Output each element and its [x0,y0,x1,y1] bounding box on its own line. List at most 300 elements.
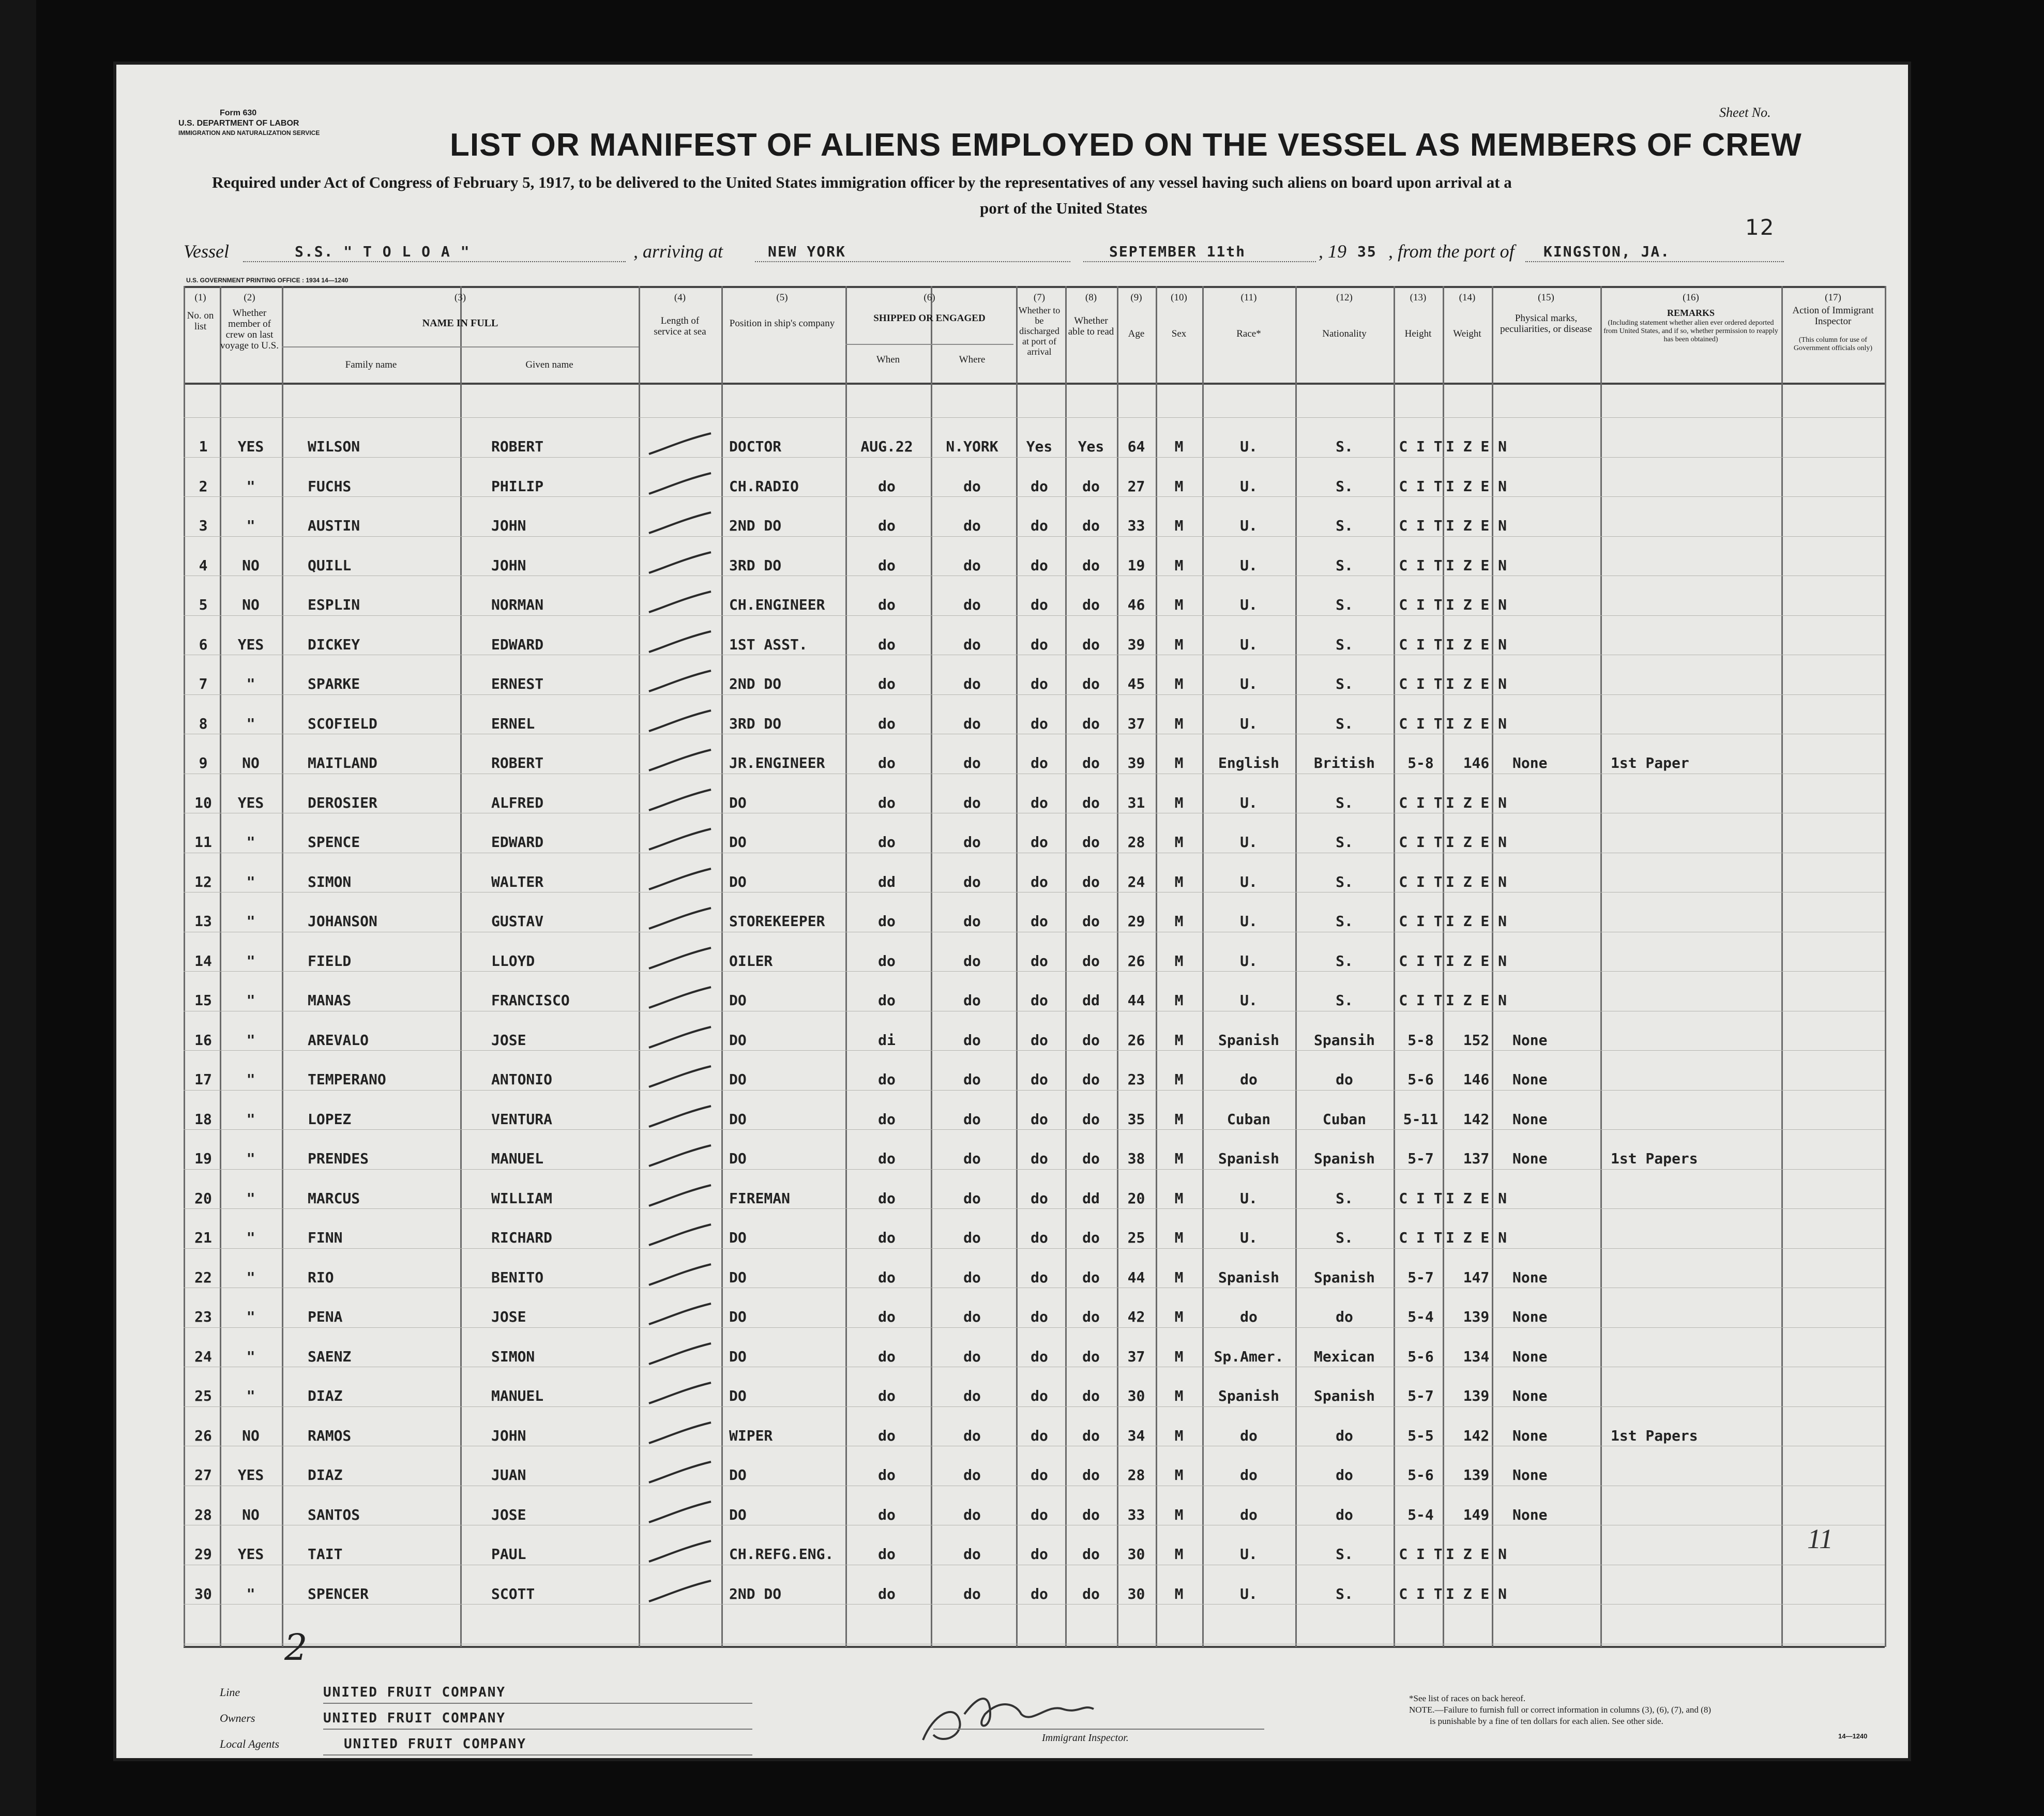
cell-family: SAENZ [308,1348,352,1365]
cell-family: WILSON [308,438,360,455]
line-label: Line [220,1686,240,1699]
cell-family: MANAS [308,992,352,1009]
cell-nat: British [1313,754,1375,771]
col11-label: Race* [1236,328,1261,339]
cell-nat: S. [1336,794,1353,811]
cell-pos: DO [729,834,747,851]
cell-family: RIO [308,1268,334,1286]
cell-pos: DO [729,1071,747,1088]
cell-family: DIAZ [308,1387,343,1404]
cell-when: do [878,834,896,851]
cell-disch: do [1031,992,1048,1009]
cell-sex: M [1174,1546,1184,1563]
cell-no: 3 [199,517,208,534]
cell-no: 26 [194,1427,212,1444]
cell-race: do [1240,1427,1258,1444]
cell-sex: M [1174,556,1184,574]
cell-weight: I Z E N [1445,1189,1507,1207]
cell-when: do [878,1268,896,1286]
cell-read: do [1082,834,1100,851]
service-check-mark [639,667,716,698]
cell-weight: I Z E N [1445,1546,1507,1563]
cell-pos: DO [729,1308,747,1325]
cell-nat: S. [1336,952,1353,970]
cell-disch: do [1031,1427,1048,1444]
cell-when: do [878,635,896,653]
cell-sex: M [1174,1585,1184,1602]
cell-last: " [246,1308,255,1325]
cell-where: do [963,1229,981,1246]
cell-height: C I T [1399,675,1443,692]
cell-height: C I T [1399,1189,1443,1207]
footnote-races: *See list of races on back hereof. [1409,1693,1526,1703]
cell-where: do [963,1506,981,1523]
col12-num: (12) [1336,292,1353,303]
service-check-mark [639,1537,716,1568]
cell-no: 29 [194,1546,212,1563]
cell-disch: do [1031,556,1048,574]
cell-family: SPARKE [308,675,360,692]
cell-family: MARCUS [308,1189,360,1207]
cell-last: NO [242,1427,260,1444]
cell-age: 25 [1127,1229,1145,1246]
cell-nat: do [1336,1427,1353,1444]
cell-given: ANTONIO [491,1071,553,1088]
cell-family: SIMON [308,873,352,890]
cell-weight: I Z E N [1445,635,1507,653]
cell-given: JOSE [491,1308,526,1325]
cell-height: C I T [1399,596,1443,613]
cell-pos: DO [729,992,747,1009]
cell-no: 28 [194,1506,212,1523]
cell-marks: None [1512,1268,1548,1286]
cell-read: Yes [1078,438,1104,455]
cell-height: C I T [1399,635,1443,653]
cell-family: SPENCER [308,1585,369,1602]
cell-weight: I Z E N [1445,1229,1507,1246]
cell-disch: do [1031,873,1048,890]
cell-no: 24 [194,1348,212,1365]
cell-nat: Spansih [1313,1031,1375,1049]
col17-num: (17) [1825,292,1841,303]
cell-given: NORMAN [491,596,544,613]
cell-given: JOHN [491,517,526,534]
cell-nat: S. [1336,913,1353,930]
service-name: IMMIGRATION AND NATURALIZATION SERVICE [178,129,320,137]
cell-weight: I Z E N [1445,913,1507,930]
table-header-border [184,383,1885,385]
cell-sex: M [1174,794,1184,811]
col2-label: Whether member of crew on last voyage to U.S. [220,308,279,351]
cell-weight: I Z E N [1445,992,1507,1009]
cell-where: do [963,952,981,970]
cell-family: SANTOS [308,1506,360,1523]
cell-height: C I T [1399,517,1443,534]
cell-height: 5-7 [1407,1150,1434,1167]
cell-age: 64 [1127,438,1145,455]
cell-when: do [878,517,896,534]
cell-disch: do [1031,635,1048,653]
cell-given: ERNEST [491,675,544,692]
cell-last: NO [242,556,260,574]
cell-height: C I T [1399,992,1443,1009]
cell-last: " [246,1229,255,1246]
cell-pos: DO [729,1110,747,1128]
cell-sex: M [1174,1189,1184,1207]
cell-age: 37 [1127,715,1145,732]
vessel-name: S.S. " T O L O A " [295,243,471,260]
left-binding-edge [0,0,36,1816]
cell-family: PRENDES [308,1150,369,1167]
cell-weight: 139 [1463,1308,1490,1325]
cell-race: U. [1240,675,1258,692]
cell-no: 13 [194,913,212,930]
table-column-divider [931,286,932,1647]
inspector-label: Immigrant Inspector. [1042,1732,1129,1744]
table-column-divider [1600,286,1602,1647]
cell-height: C I T [1399,477,1443,495]
cell-nat: S. [1336,1585,1353,1602]
cell-height: 5-6 [1407,1348,1434,1365]
cell-last: " [246,834,255,851]
cell-read: do [1082,1348,1100,1365]
col1-label: No. on list [187,310,214,332]
cell-weight: 152 [1463,1031,1490,1049]
service-check-mark [639,1418,716,1449]
service-check-mark [639,1577,716,1608]
cell-when: do [878,1506,896,1523]
cell-where: do [963,1348,981,1365]
cell-weight: 146 [1463,1071,1490,1088]
manifest-page [116,65,1908,1758]
cell-no: 10 [194,794,212,811]
cell-read: do [1082,477,1100,495]
cell-no: 1 [199,438,208,455]
cell-marks: None [1512,1387,1548,1404]
service-check-mark [639,587,716,618]
service-check-mark [639,508,716,539]
cell-nat: Cuban [1322,1110,1367,1128]
col15-label: Physical marks, peculiarities, or disease [1500,313,1592,335]
service-check-mark [639,983,716,1014]
table-column-divider [1016,286,1018,1647]
cell-age: 31 [1127,794,1145,811]
cell-family: DEROSIER [308,794,377,811]
service-check-mark [639,1141,716,1172]
cell-given: ROBERT [491,754,544,771]
cell-weight: 139 [1463,1466,1490,1484]
cell-family: LOPEZ [308,1110,352,1128]
cell-nat: S. [1336,517,1353,534]
col15-num: (15) [1538,292,1554,303]
cell-age: 28 [1127,834,1145,851]
cell-when: do [878,1387,896,1404]
cell-sex: M [1174,1268,1184,1286]
cell-sex: M [1174,517,1184,534]
cell-height: C I T [1399,834,1443,851]
cell-disch: do [1031,1348,1048,1365]
table-column-divider [1202,286,1204,1647]
col12-label: Nationality [1322,328,1367,339]
cell-age: 39 [1127,635,1145,653]
cell-where: do [963,715,981,732]
cell-read: do [1082,556,1100,574]
cell-pos: 2ND DO [729,675,782,692]
cell-nat: S. [1336,992,1353,1009]
cell-nat: S. [1336,596,1353,613]
col6-when-label: When [876,354,900,365]
cell-disch: do [1031,596,1048,613]
cell-weight: 142 [1463,1110,1490,1128]
cell-given: FRANCISCO [491,992,570,1009]
cell-height: C I T [1399,438,1443,455]
service-check-mark [639,548,716,579]
cell-read: do [1082,1031,1100,1049]
cell-race: Sp.Amer. [1214,1348,1284,1365]
service-check-mark [639,1260,716,1291]
table-column-divider [282,286,283,1647]
cell-disch: do [1031,715,1048,732]
cell-no: 19 [194,1150,212,1167]
cell-age: 23 [1127,1071,1145,1088]
cell-sex: M [1174,1387,1184,1404]
cell-height: C I T [1399,1229,1443,1246]
cell-where: do [963,1308,981,1325]
agents-value: UNITED FRUIT COMPANY [344,1736,527,1752]
cell-last: " [246,873,255,890]
cell-family: TAIT [308,1546,343,1563]
cell-nat: S. [1336,556,1353,574]
cell-when: do [878,1110,896,1128]
cell-marks: None [1512,1110,1548,1128]
cell-when: do [878,675,896,692]
cell-disch: do [1031,1110,1048,1128]
cell-race: Cuban [1227,1110,1271,1128]
col4-label: Length of service at sea [654,315,706,337]
cell-read: do [1082,1308,1100,1325]
cell-when: do [878,1427,896,1444]
cell-family: QUILL [308,556,352,574]
arrival-date: SEPTEMBER 11th [1109,243,1246,260]
cell-age: 46 [1127,596,1145,613]
cell-read: do [1082,1229,1100,1246]
cell-read: do [1082,754,1100,771]
table-top-border [184,286,1885,288]
cell-height: C I T [1399,952,1443,970]
cell-disch: do [1031,477,1048,495]
col10-label: Sex [1171,328,1187,339]
cell-height: 5-6 [1407,1466,1434,1484]
service-check-mark [639,1220,716,1251]
cell-family: FINN [308,1229,343,1246]
col3-label: NAME IN FULL [422,317,498,329]
footnote-fine-1: NOTE.—Failure to furnish full or correct information in columns (3), (6), (7), and (8) [1409,1705,1711,1715]
cell-pos: DO [729,1387,747,1404]
col1-num: (1) [194,292,206,303]
cell-race: U. [1240,438,1258,455]
col16-note: (Including statement whether alien ever ordered deported from United States, and if so, whether permission to reapply has been obtained) [1603,319,1778,343]
cell-height: 5-5 [1407,1427,1434,1444]
service-check-mark [639,944,716,975]
cell-family: AREVALO [308,1031,369,1049]
cell-race: U. [1240,1229,1258,1246]
cell-last: " [246,517,255,534]
cell-marks: None [1512,1150,1548,1167]
cell-family: RAMOS [308,1427,352,1444]
cell-no: 17 [194,1071,212,1088]
cell-age: 30 [1127,1387,1145,1404]
cell-pos: JR.ENGINEER [729,754,825,771]
cell-last: NO [242,754,260,771]
cell-disch: do [1031,675,1048,692]
service-check-mark [639,1339,716,1370]
cell-read: do [1082,715,1100,732]
cell-weight: 149 [1463,1506,1490,1523]
cell-age: 26 [1127,952,1145,970]
arriving-port: NEW YORK [768,243,846,260]
cell-marks: None [1512,1348,1548,1365]
cell-last: YES [237,1546,264,1563]
cell-family: DIAZ [308,1466,343,1484]
cell-where: do [963,675,981,692]
cell-height: C I T [1399,1585,1443,1602]
cell-sex: M [1174,754,1184,771]
cell-where: do [963,794,981,811]
col3-given-label: Given name [525,359,573,370]
cell-when: dd [878,873,896,890]
cell-age: 34 [1127,1427,1145,1444]
cell-family: FUCHS [308,477,352,495]
cell-sex: M [1174,1308,1184,1325]
cell-age: 44 [1127,1268,1145,1286]
cell-where: do [963,754,981,771]
cell-no: 11 [194,834,212,851]
cell-read: do [1082,517,1100,534]
cell-no: 30 [194,1585,212,1602]
col6-label: SHIPPED OR ENGAGED [873,313,986,324]
cell-weight: 137 [1463,1150,1490,1167]
line-value: UNITED FRUIT COMPANY [323,1685,506,1700]
cell-given: WALTER [491,873,544,890]
col8-num: (8) [1085,292,1097,303]
cell-age: 44 [1127,992,1145,1009]
cell-nat: S. [1336,834,1353,851]
cell-race: U. [1240,992,1258,1009]
cell-marks: None [1512,1308,1548,1325]
year-prefix: , 19 [1319,241,1346,262]
cell-weight: I Z E N [1445,675,1507,692]
cell-sex: M [1174,1110,1184,1128]
col13-num: (13) [1410,292,1427,303]
cell-when: do [878,1229,896,1246]
col16-label: REMARKS [1667,308,1715,318]
cell-weight: 147 [1463,1268,1490,1286]
cell-height: 5-6 [1407,1071,1434,1088]
table-column-divider [721,286,723,1647]
cell-pos: FIREMAN [729,1189,791,1207]
cell-height: C I T [1399,556,1443,574]
cell-when: do [878,1466,896,1484]
cell-when: do [878,1546,896,1563]
cell-sex: M [1174,992,1184,1009]
cell-weight: I Z E N [1445,952,1507,970]
cell-where: do [963,1150,981,1167]
cell-weight: 146 [1463,754,1490,771]
cell-marks: None [1512,1071,1548,1088]
cell-no: 5 [199,596,208,613]
cell-where: do [963,1071,981,1088]
cell-given: ERNEL [491,715,535,732]
cell-remarks: 1st Paper [1611,754,1689,771]
cell-race: U. [1240,596,1258,613]
cell-when: do [878,952,896,970]
cell-sex: M [1174,834,1184,851]
cell-height: 5-7 [1407,1387,1434,1404]
cell-last: " [246,1268,255,1286]
cell-pos: 2ND DO [729,517,782,534]
cell-read: do [1082,873,1100,890]
cell-when: AUG.22 [860,438,913,455]
cell-read: do [1082,1110,1100,1128]
cell-weight: 134 [1463,1348,1490,1365]
cell-when: do [878,556,896,574]
col3-family-label: Family name [345,359,397,370]
cell-no: 20 [194,1189,212,1207]
cell-given: VENTURA [491,1110,553,1128]
from-port-label: , from the port of [1388,241,1515,262]
cell-given: JOHN [491,556,526,574]
cell-disch: Yes [1026,438,1053,455]
cell-age: 35 [1127,1110,1145,1128]
cell-pos: WIPER [729,1427,773,1444]
cell-last: " [246,913,255,930]
cell-read: do [1082,1071,1100,1088]
cell-read: do [1082,1585,1100,1602]
cell-marks: None [1512,1466,1548,1484]
cell-given: EDWARD [491,834,544,851]
cell-nat: S. [1336,1189,1353,1207]
cell-nat: do [1336,1308,1353,1325]
cell-family: MAITLAND [308,754,377,771]
table-column-divider [184,286,185,1647]
service-check-mark [639,785,716,816]
cell-nat: do [1336,1506,1353,1523]
col2-num: (2) [244,292,255,303]
cell-pos: DO [729,1466,747,1484]
cell-disch: do [1031,1585,1048,1602]
cell-where: do [963,1031,981,1049]
cell-sex: M [1174,1348,1184,1365]
cell-sex: M [1174,1229,1184,1246]
cell-race: do [1240,1071,1258,1088]
cell-disch: do [1031,1506,1048,1523]
cell-disch: do [1031,1466,1048,1484]
cell-height: 5-11 [1403,1110,1439,1128]
cell-sex: M [1174,635,1184,653]
cell-last: " [246,1110,255,1128]
from-port: KINGSTON, JA. [1543,243,1671,260]
col14-label: Weight [1453,328,1481,339]
cell-sex: M [1174,1031,1184,1049]
cell-family: JOHANSON [308,913,377,930]
cell-race: Spanish [1218,1387,1279,1404]
cell-sex: M [1174,1427,1184,1444]
cell-pos: 3RD DO [729,715,782,732]
col3-num: (3) [454,292,466,303]
cell-pos: STOREKEEPER [729,913,825,930]
cell-where: do [963,1427,981,1444]
cell-sex: M [1174,952,1184,970]
